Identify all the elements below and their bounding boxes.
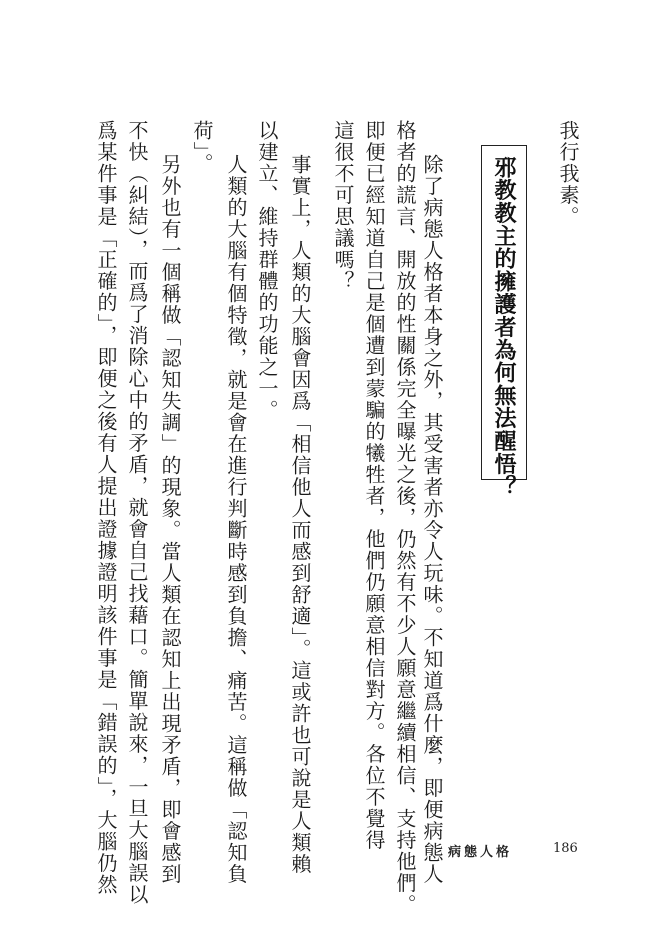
text-column-11: 不快（糾結），而爲了消除心中的矛盾，就會自己找藉口。簡單說來，一旦大腦誤以 <box>125 120 149 906</box>
text-column-12: 爲某件事是「正確的」，即便之後有人提出證據證明該件事是「錯誤的」，大腦仍然 <box>94 120 118 896</box>
text-column-10: 另外也有一個稱做「認知失調」的現象。當人類在認知上出現矛盾，即會感到 <box>158 154 182 885</box>
section-heading: 邪教教主的擁護者為何無法醒悟？ <box>491 156 516 498</box>
running-footer-title: 病態人格 <box>448 845 513 860</box>
text-column-6: 事實上，人類的大腦會因爲「相信他人而感到舒適」。這或許也可說是人類賴 <box>288 154 312 875</box>
text-column-8: 人類的大腦有個特徵，就是會在進行判斷時感到負擔、痛苦。這稱做「認知負 <box>224 154 248 885</box>
text-column-2: 除了病態人格者本身之外，其受害者亦令人玩味。不知道爲什麼，即便病態人 <box>420 154 444 885</box>
text-column-5: 這很不可思議嗎？ <box>331 120 355 292</box>
text-column-4: 即便已經知道自己是個遭到蒙騙的犧牲者，他們仍願意相信對方。各位不覺得 <box>362 120 386 851</box>
text-column-9: 荷」。 <box>190 120 214 175</box>
page-number: 186 <box>553 841 578 856</box>
text-column-3: 格者的謊言、開放的性關係完全曝光之後，仍然有不少人願意繼續相信、支持他們。 <box>393 120 417 916</box>
text-column-1: 我行我素。 <box>556 120 580 228</box>
text-column-7: 以建立、維持群體的功能之一。 <box>255 120 279 421</box>
